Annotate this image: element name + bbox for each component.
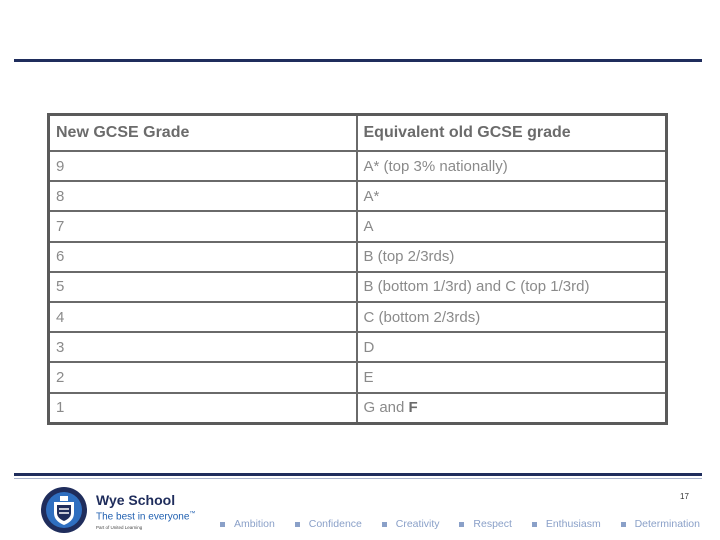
- new-grade-cell: 1: [49, 393, 357, 424]
- table-header-row: [49, 115, 667, 152]
- grade-equivalence-table: [47, 113, 668, 425]
- old-grade-strong-letter: F: [408, 399, 418, 417]
- school-tagline: [96, 511, 195, 522]
- old-grade-cell: B (bottom 1/3rd) and C (top 1/3rd): [357, 272, 667, 302]
- value-label: Creativity: [395, 518, 440, 530]
- old-grade-text: G and: [363, 399, 409, 417]
- value-label: Confidence: [308, 518, 362, 530]
- value-label: Respect: [473, 518, 512, 530]
- value-item: [220, 518, 275, 530]
- table-row: [49, 211, 667, 241]
- table-row: [49, 151, 667, 181]
- new-grade-cell: 3: [49, 332, 357, 362]
- table-row: [49, 242, 667, 272]
- new-grade-cell: 8: [49, 181, 357, 211]
- top-divider: [14, 59, 702, 62]
- old-grade-cell: A* (top 3% nationally): [357, 151, 667, 181]
- old-grade-cell: B (top 2/3rds): [357, 242, 667, 272]
- new-grade-cell: 9: [49, 151, 357, 181]
- old-grade-cell: C (bottom 2/3rds): [357, 302, 667, 332]
- school-logo: [40, 486, 200, 534]
- header-old-grade: Equivalent old GCSE grade: [357, 115, 667, 152]
- footer-divider: [14, 473, 702, 476]
- square-bullet-icon: [220, 522, 225, 527]
- value-label: Enthusiasm: [545, 518, 601, 530]
- page-number: 17: [680, 492, 689, 501]
- new-grade-cell: 5: [49, 272, 357, 302]
- new-grade-cell: 2: [49, 362, 357, 392]
- table-row: [49, 393, 667, 424]
- new-grade-cell: 6: [49, 242, 357, 272]
- old-grade-cell: A*: [357, 181, 667, 211]
- value-item: [621, 518, 700, 530]
- tagline-text: The best in everyone: [96, 511, 190, 523]
- value-item: [295, 518, 362, 530]
- table-row: [49, 332, 667, 362]
- value-label: Ambition: [234, 518, 275, 530]
- school-name: Wye School: [96, 492, 176, 508]
- square-bullet-icon: [295, 522, 300, 527]
- school-values-list: [220, 518, 700, 530]
- square-bullet-icon: [382, 522, 387, 527]
- footer-divider-thin: [14, 478, 702, 479]
- new-grade-cell: 7: [49, 211, 357, 241]
- school-subline: Part of United Learning: [96, 525, 143, 530]
- table-row: [49, 181, 667, 211]
- value-item: [382, 518, 440, 530]
- old-grade-cell: D: [357, 332, 667, 362]
- square-bullet-icon: [459, 522, 464, 527]
- trademark-mark: ™: [189, 511, 196, 517]
- table-row: [49, 272, 667, 302]
- value-item: [532, 518, 601, 530]
- header-new-grade: New GCSE Grade: [49, 115, 357, 152]
- school-crest-icon: [40, 486, 88, 534]
- square-bullet-icon: [532, 522, 537, 527]
- table-row: [49, 302, 667, 332]
- old-grade-cell: E: [357, 362, 667, 392]
- table-row: [49, 362, 667, 392]
- new-grade-cell: 4: [49, 302, 357, 332]
- old-grade-cell: A: [357, 211, 667, 241]
- value-label: Determination: [634, 518, 700, 530]
- value-item: [459, 518, 512, 530]
- old-grade-cell: [357, 393, 667, 424]
- square-bullet-icon: [621, 522, 626, 527]
